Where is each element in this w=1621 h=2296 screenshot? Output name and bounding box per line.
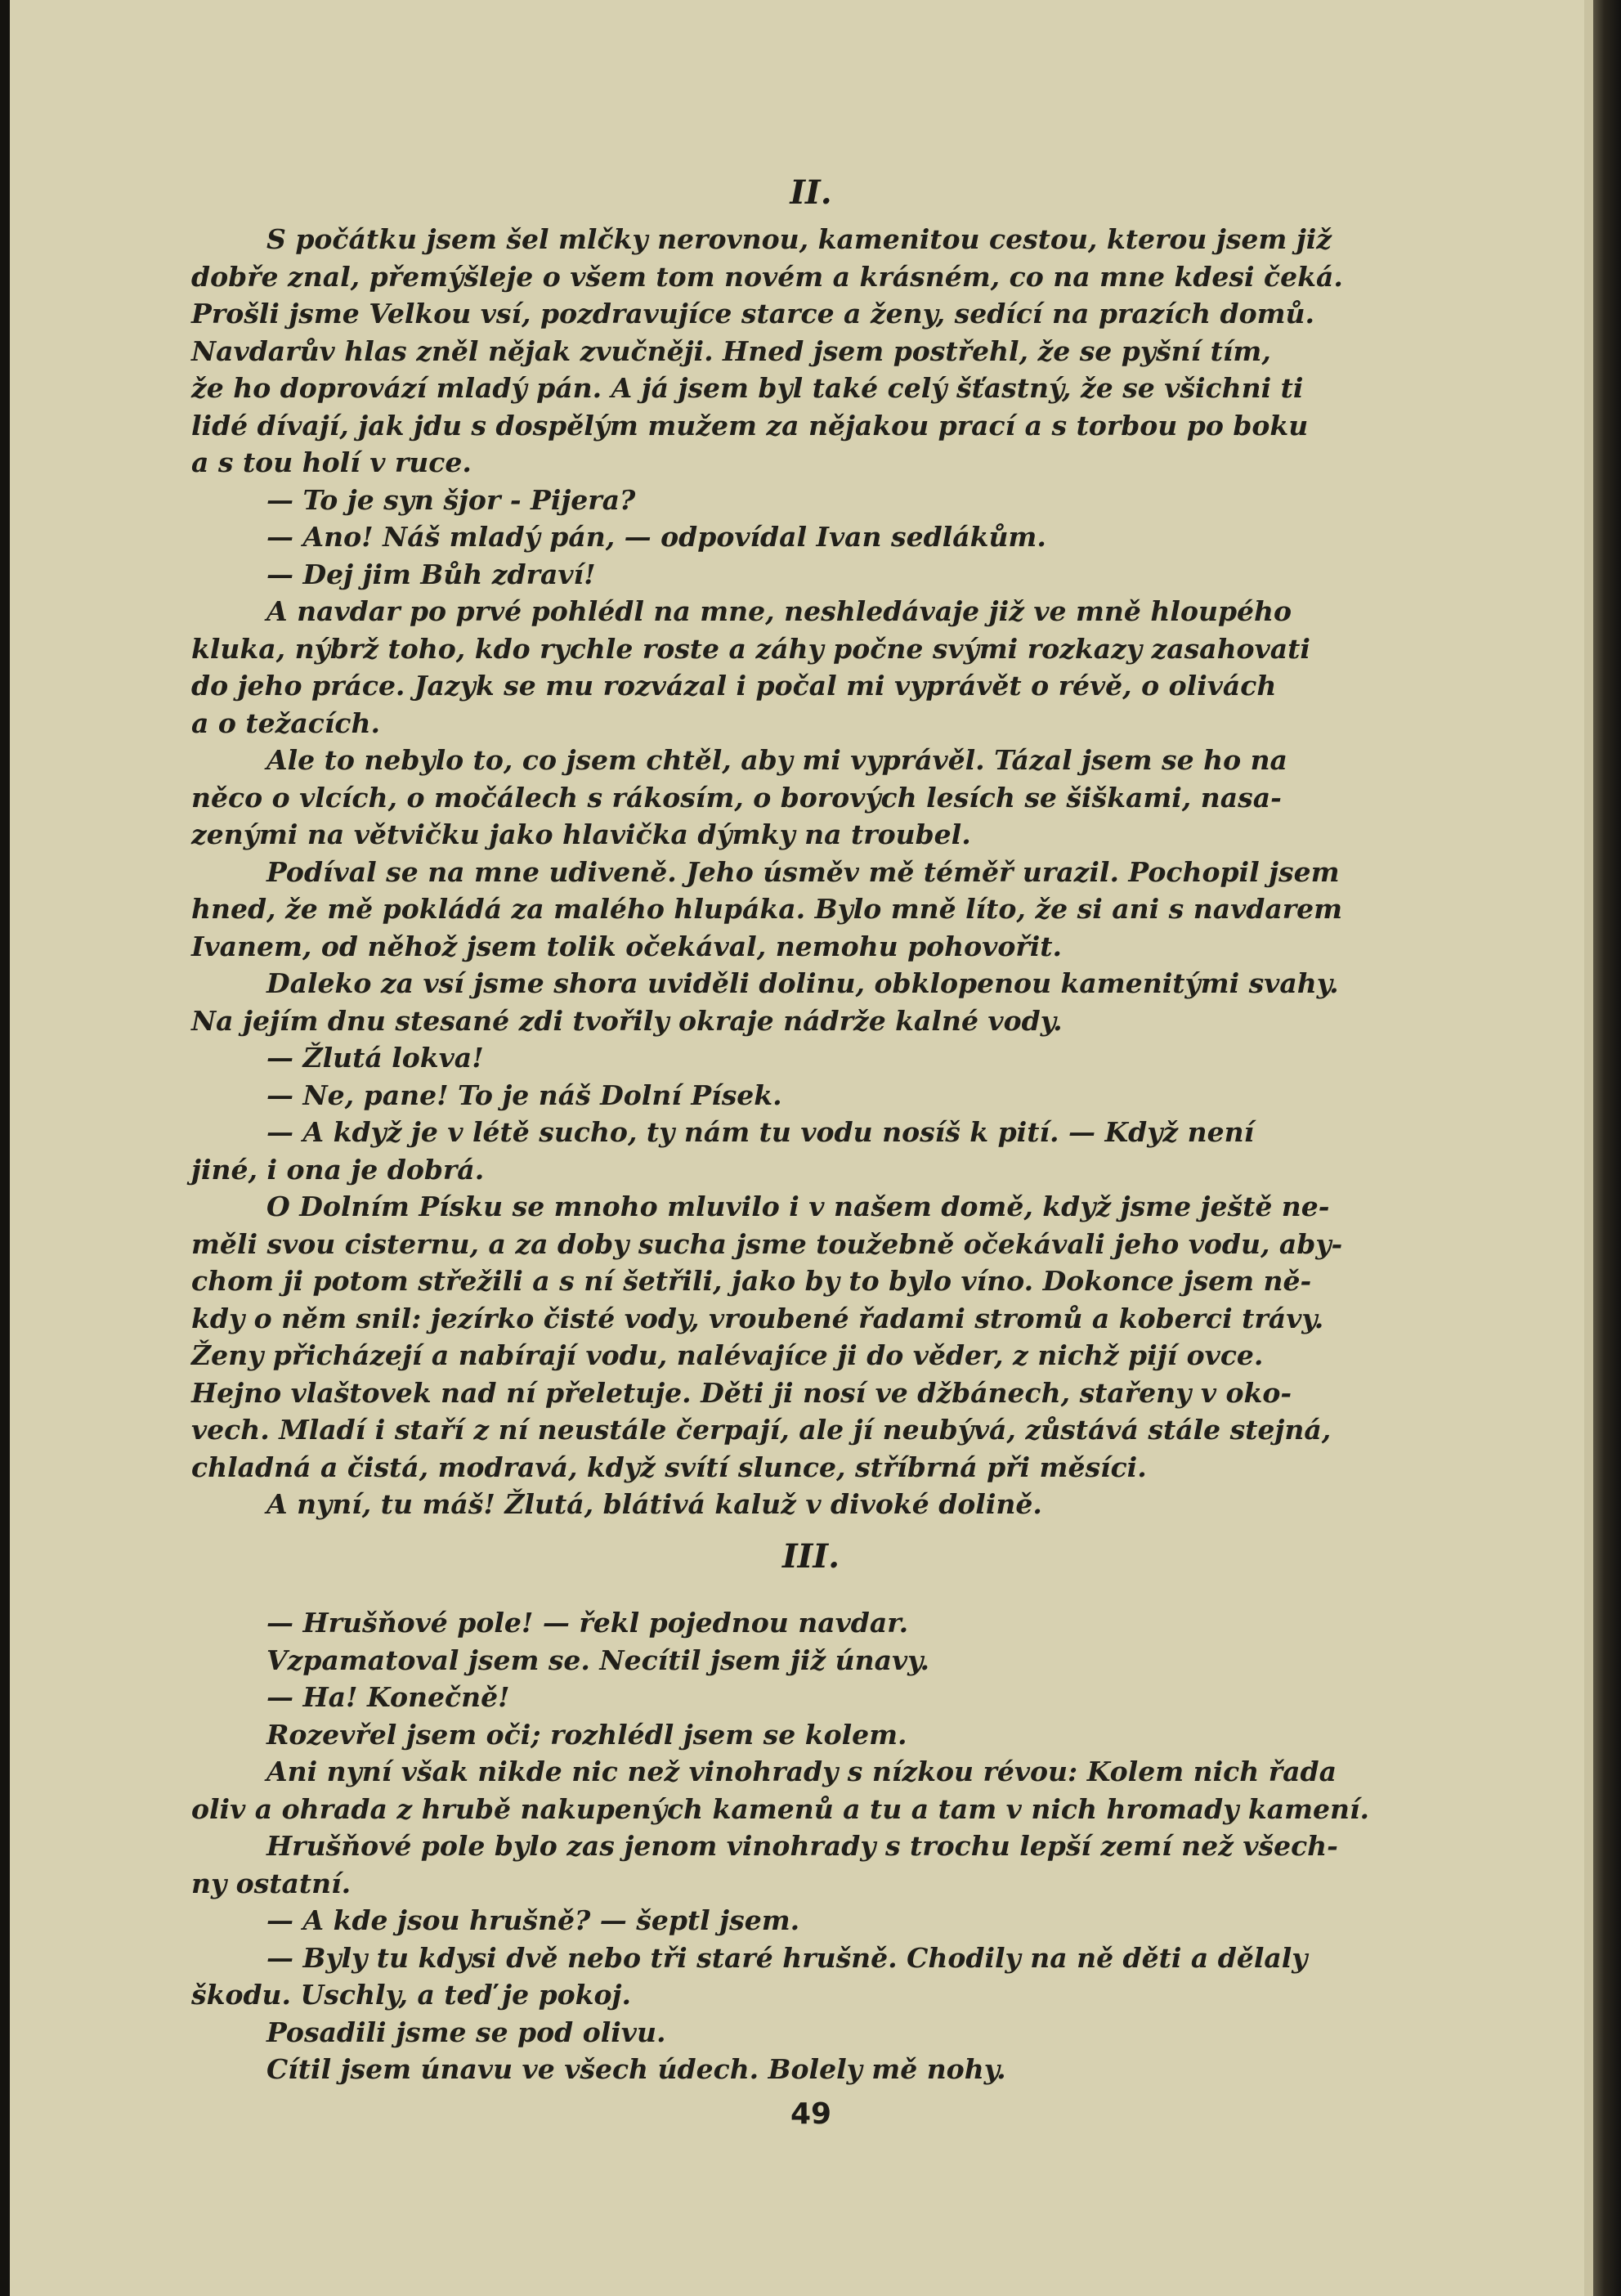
chapter-iii-text (191, 1604, 1417, 2088)
dialogue-line: — Hrušňové pole! — řekl pojednou navdar. (266, 1607, 909, 1639)
text-line: Hejno vlaštovek nad ní přeletuje. Děti ji nosí ve džbánech, stařeny v oko- (191, 1376, 1292, 1409)
text-line: chladná a čistá, modravá, když svítí slunce, stříbrná při měsíci. (191, 1451, 1147, 1483)
text-line: Rozevřel jsem oči; rozhlédl jsem se kolem. (266, 1718, 907, 1751)
book-page (10, 0, 1612, 2296)
text-line: dobře znal, přemýšleje o všem tom novém a krásném, co na mne kdesi čeká. (191, 260, 1343, 293)
text-line: Cítil jsem únavu ve všech údech. Bolely mě nohy. (266, 2053, 1006, 2085)
text-line: Ženy přicházejí a nabírají vodu, nalévajíce ji do věder, z nichž pijí ovce. (191, 1339, 1264, 1371)
text-line: A navdar po prvé pohlédl na mne, neshledávaje již ve mně hloupého (266, 595, 1292, 627)
text-line: Daleko za vsí jsme shora uviděli dolinu, obklopenou kamenitými svahy. (266, 967, 1339, 999)
text-line: Ale to nebylo to, co jsem chtěl, aby mi vyprávěl. Tázal jsem se ho na (266, 744, 1287, 776)
text-line: a o težacích. (191, 706, 380, 739)
chapter-heading-ii: II. (790, 173, 832, 212)
text-line: hned, že mě pokládá za malého hlupáka. Bylo mně líto, že si ani s navdarem (191, 893, 1343, 925)
book-edge-shadow (1593, 0, 1621, 2296)
dialogue-line: — Byly tu kdysi dvě nebo tři staré hrušně. Chodily na ně děti a dělaly (266, 1941, 1308, 1974)
text-line: A nyní, tu máš! Žlutá, blátivá kaluž v divoké dolině. (266, 1488, 1042, 1520)
text-line: lidé dívají, jak jdu s dospělým mužem za nějakou prací a s torbou po boku (191, 409, 1309, 442)
dialogue-line: — Ne, pane! To je náš Dolní Písek. (266, 1078, 782, 1111)
book-spine-shadow (0, 0, 10, 2296)
page-number: 49 (790, 2097, 832, 2131)
text-line: škodu. Uschly, a teď je pokoj. (191, 1979, 631, 2011)
text-line: kdy o něm snil: jezírko čisté vody, vroubené řadami stromů a koberci trávy. (191, 1302, 1324, 1334)
text-line: Prošli jsme Velkou vsí, pozdravujíce starce a ženy, sedící na prazích domů. (191, 298, 1314, 330)
text-line: chom ji potom střežili a s ní šetřili, jako by to bylo víno. Dokonce jsem ně- (191, 1265, 1312, 1297)
text-line: Vzpamatoval jsem se. Necítil jsem již únavy. (266, 1644, 930, 1676)
text-line: S počátku jsem šel mlčky nerovnou, kamenitou cestou, kterou jsem již (266, 223, 1332, 255)
text-line: jiné, i ona je dobrá. (191, 1153, 485, 1186)
text-line: Na jejím dnu stesané zdi tvořily okraje nádrže kalné vody. (191, 1004, 1063, 1037)
text-line: oliv a ohrada z hrubě nakupených kamenů a tu a tam v nich hromady kamení. (191, 1792, 1370, 1825)
text-line: kluka, nýbrž toho, kdo rychle roste a záhy počne svými rozkazy zasahovati (191, 632, 1310, 665)
text-line: Posadili jsme se pod olivu. (266, 2016, 666, 2048)
dialogue-line: — Ano! Náš mladý pán, — odpovídal Ivan sedlákům. (266, 521, 1046, 553)
dialogue-line: — Dej jim Bůh zdraví! (266, 558, 596, 590)
text-line: zenými na větvičku jako hlavička dýmky na troubel. (191, 818, 971, 850)
text-line: a s tou holí v ruce. (191, 446, 472, 478)
dialogue-line: — Žlutá lokva! (266, 1042, 484, 1074)
text-line: že ho doprovází mladý pán. A já jsem byl také celý šťastný, že se všichni ti (191, 372, 1304, 404)
text-line: Hrušňové pole bylo zas jenom vinohrady s trochu lepší zemí než všech- (266, 1830, 1338, 1862)
dialogue-line: — Ha! Konečně! (266, 1681, 510, 1713)
dialogue-line: — A kde jsou hrušně? — šeptl jsem. (266, 1904, 800, 1936)
text-line: měli svou cisternu, a za doby sucha jsme toužebně očekávali jeho vodu, aby- (191, 1227, 1343, 1260)
text-line: do jeho práce. Jazyk se mu rozvázal i počal mi vyprávět o révě, o olivách (191, 670, 1277, 702)
chapter-ii-text (191, 221, 1417, 1523)
text-line: ny ostatní. (191, 1867, 352, 1899)
text-line: Ivanem, od něhož jsem tolik očekával, nemohu pohovořit. (191, 930, 1063, 962)
text-line: vech. Mladí i staří z ní neustále čerpají, ale jí neubývá, zůstává stále stejná, (191, 1414, 1332, 1446)
text-line: Podíval se na mne udiveně. Jeho úsměv mě téměř urazil. Pochopil jsem (266, 855, 1340, 888)
text-line: O Dolním Písku se mnoho mluvilo i v našem domě, když jsme ještě ne- (266, 1191, 1330, 1222)
chapter-heading-iii: III. (781, 1537, 840, 1576)
dialogue-line: — To je syn šjor - Pijera? (266, 483, 636, 516)
text-line: Ani nyní však nikde nic než vinohrady s nízkou révou: Kolem nich řada (266, 1756, 1337, 1787)
dialogue-line: — A když je v létě sucho, ty nám tu vodu nosíš k pití. — Když není (266, 1116, 1255, 1148)
text-line: Navdarův hlas zněl nějak zvučněji. Hned jsem postřehl, že se pyšní tím, (191, 334, 1271, 367)
text-line: něco o vlcích, o močálech s rákosím, o borových lesích se šiškami, nasa- (191, 781, 1282, 814)
